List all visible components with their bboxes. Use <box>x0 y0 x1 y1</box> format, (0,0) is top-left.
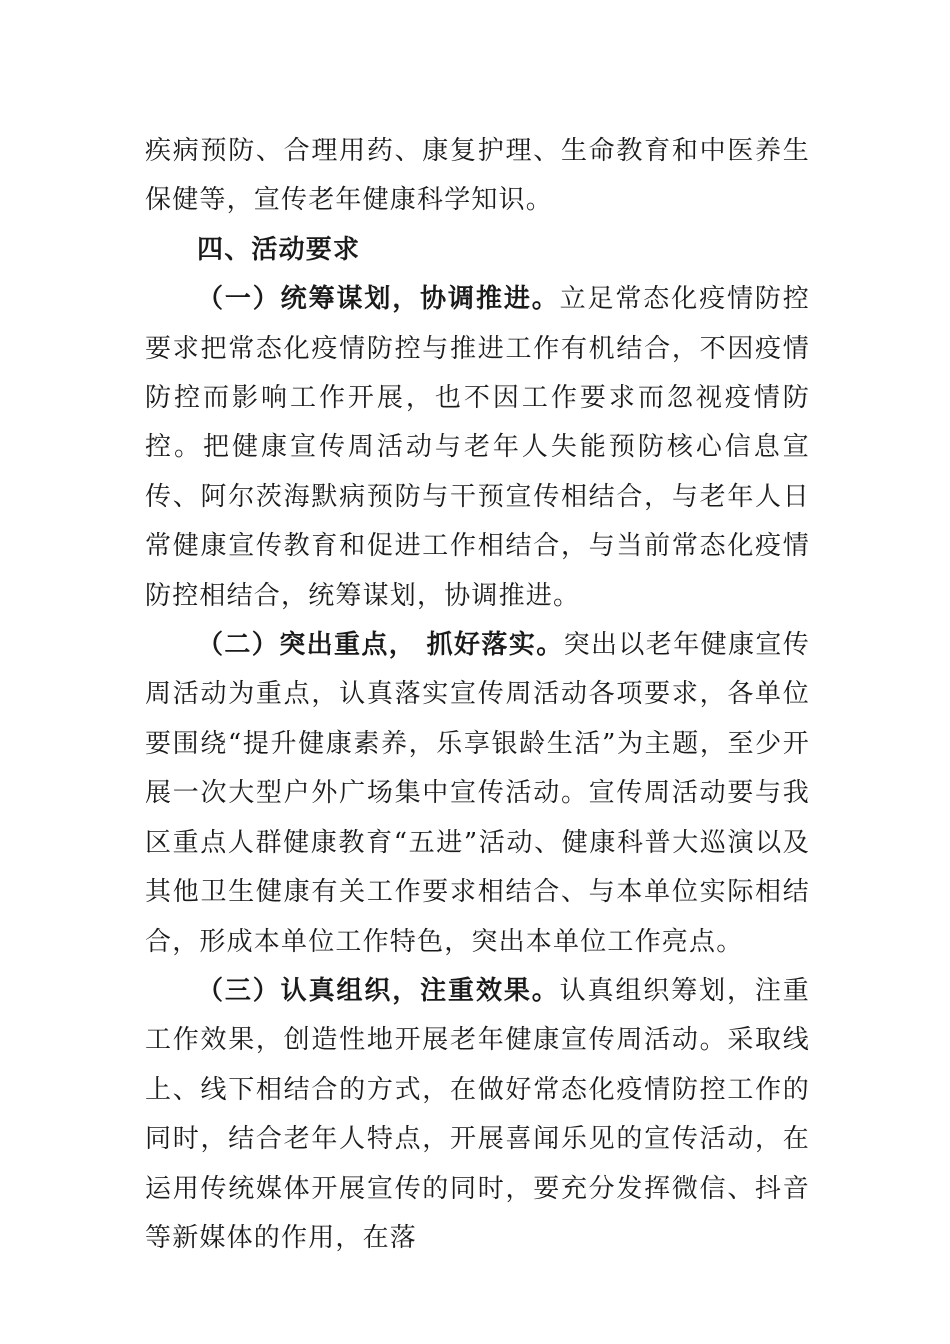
item-2-lead: （二）突出重点， 抓好落实。 <box>197 630 564 661</box>
item-2-body: 突出以老年健康宣传周活动为重点，认真落实宣传周活动各项要求，各单位要围绕“提升健康素养，乐享银龄生活”为主题，至少开展一次大型户外广场集中宣传活动。宣传周活动要与我区重点人群健康教育“五进”活动、健康科普大巡演以及其他卫生健康有关工作要求相结合、与本单位实际相结合，形成本单位工作特色，突出本单位工作亮点。 <box>145 630 810 957</box>
paragraph-item-2 <box>145 621 810 967</box>
item-1-body: 立足常态化疫情防控要求把常态化疫情防控与推进工作有机结合，不因疫情防控而影响工作开展，也不因工作要求而忽视疫情防控。把健康宣传周活动与老年人失能预防核心信息宣传、阿尔茨海默病预防与干预宣传相结合，与老年人日常健康宣传教育和促进工作相结合，与当前常态化疫情防控相结合，统筹谋划，协调推进。 <box>145 284 810 611</box>
paragraph-item-3 <box>145 967 810 1263</box>
item-3-lead: （三）认真组织，注重效果。 <box>197 975 560 1006</box>
paragraph-item-1 <box>145 275 810 621</box>
paragraph-continued: 疾病预防、合理用药、康复护理、生命教育和中医养生保健等，宣传老年健康科学知识。 <box>145 136 810 216</box>
document-body <box>145 127 810 1263</box>
section-heading: 四、活动要求 <box>197 234 361 265</box>
item-1-lead: （一）统筹谋划，协调推进。 <box>197 284 560 315</box>
item-3-body: 认真组织筹划，注重工作效果，创造性地开展老年健康宣传周活动。采取线上、线下相结合的方式，在做好常态化疫情防控工作的同时，结合老年人特点，开展喜闻乐见的宣传活动，在运用传统媒体开展宣传的同时，要充分发挥微信、抖音等新媒体的作用，在落 <box>145 975 810 1253</box>
